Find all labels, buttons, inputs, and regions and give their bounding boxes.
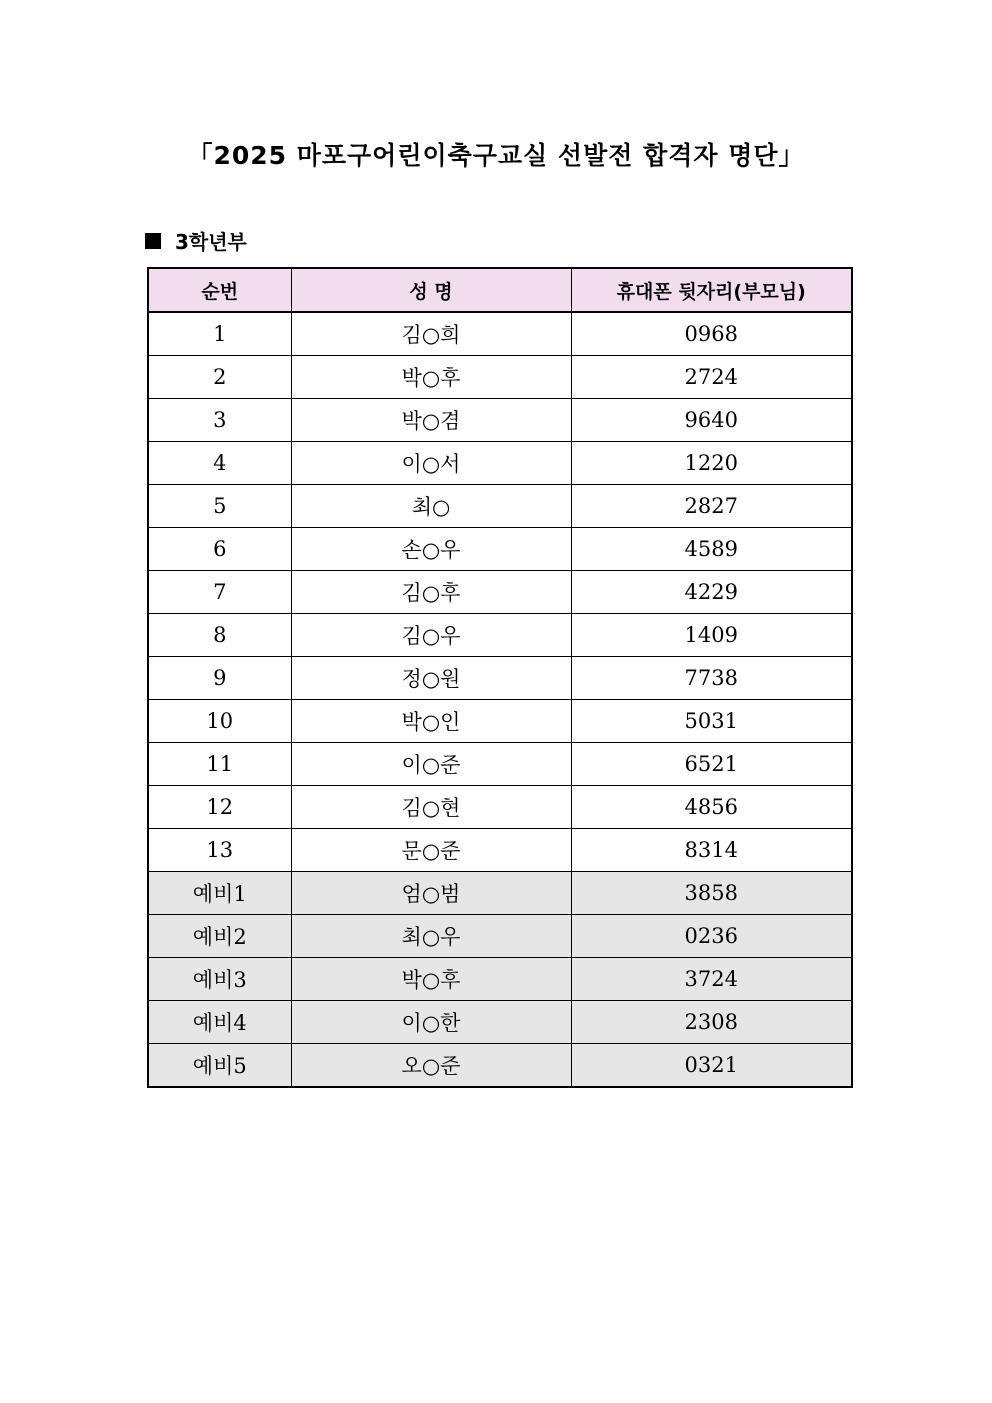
cell-name: 박○인 (291, 700, 571, 743)
table-row (148, 786, 852, 829)
cell-phone: 3724 (571, 958, 852, 1001)
cell-number: 예비3 (148, 958, 291, 1001)
cell-name: 김○희 (291, 312, 571, 356)
cell-number: 예비1 (148, 872, 291, 915)
cell-name: 이○서 (291, 442, 571, 485)
cell-name: 문○준 (291, 829, 571, 872)
table-row (148, 356, 852, 399)
cell-name: 이○한 (291, 1001, 571, 1044)
cell-number: 3 (148, 399, 291, 442)
cell-name: 오○준 (291, 1044, 571, 1088)
header-number: 순번 (148, 268, 291, 312)
cell-number: 9 (148, 657, 291, 700)
table-header-row (148, 268, 852, 312)
cell-phone: 0236 (571, 915, 852, 958)
header-name: 성 명 (291, 268, 571, 312)
cell-phone: 0321 (571, 1044, 852, 1088)
reserve-row (148, 958, 852, 1001)
cell-phone: 8314 (571, 829, 852, 872)
table-row (148, 829, 852, 872)
cell-number: 4 (148, 442, 291, 485)
cell-phone: 9640 (571, 399, 852, 442)
roster-body (148, 312, 852, 1087)
cell-name: 정○원 (291, 657, 571, 700)
cell-phone: 2827 (571, 485, 852, 528)
cell-phone: 6521 (571, 743, 852, 786)
cell-phone: 5031 (571, 700, 852, 743)
cell-number: 12 (148, 786, 291, 829)
table-row (148, 657, 852, 700)
cell-name: 엄○범 (291, 872, 571, 915)
section-label: 3학년부 (175, 230, 247, 254)
cell-number: 1 (148, 312, 291, 356)
cell-name: 박○후 (291, 356, 571, 399)
table-row (148, 399, 852, 442)
cell-number: 10 (148, 700, 291, 743)
cell-name: 박○후 (291, 958, 571, 1001)
reserve-row (148, 872, 852, 915)
cell-phone: 4229 (571, 571, 852, 614)
table-row (148, 743, 852, 786)
black-square-bullet-icon (145, 233, 161, 249)
cell-number: 11 (148, 743, 291, 786)
reserve-row (148, 915, 852, 958)
cell-number: 6 (148, 528, 291, 571)
cell-number: 8 (148, 614, 291, 657)
cell-phone: 0968 (571, 312, 852, 356)
table-row (148, 485, 852, 528)
table-row (148, 442, 852, 485)
cell-phone: 4856 (571, 786, 852, 829)
cell-name: 최○우 (291, 915, 571, 958)
cell-phone: 4589 (571, 528, 852, 571)
roster-table (147, 267, 853, 1088)
cell-name: 박○겸 (291, 399, 571, 442)
cell-phone: 2308 (571, 1001, 852, 1044)
cell-phone: 3858 (571, 872, 852, 915)
cell-phone: 7738 (571, 657, 852, 700)
cell-phone: 2724 (571, 356, 852, 399)
reserve-row (148, 1001, 852, 1044)
cell-number: 2 (148, 356, 291, 399)
cell-number: 13 (148, 829, 291, 872)
table-row (148, 614, 852, 657)
header-phone: 휴대폰 뒷자리(부모님) (571, 268, 852, 312)
table-row (148, 528, 852, 571)
cell-number: 예비4 (148, 1001, 291, 1044)
table-row (148, 700, 852, 743)
cell-phone: 1409 (571, 614, 852, 657)
section-heading (145, 226, 247, 255)
cell-number: 예비5 (148, 1044, 291, 1088)
cell-number: 7 (148, 571, 291, 614)
page-title: 「2025 마포구어린이축구교실 선발전 합격자 명단」 (187, 141, 805, 170)
table-row (148, 312, 852, 356)
cell-phone: 1220 (571, 442, 852, 485)
cell-name: 김○현 (291, 786, 571, 829)
cell-name: 김○우 (291, 614, 571, 657)
table-row (148, 571, 852, 614)
cell-name: 김○후 (291, 571, 571, 614)
cell-name: 손○우 (291, 528, 571, 571)
cell-name: 이○준 (291, 743, 571, 786)
cell-number: 예비2 (148, 915, 291, 958)
reserve-row (148, 1044, 852, 1088)
cell-name: 최○ (291, 485, 571, 528)
cell-number: 5 (148, 485, 291, 528)
